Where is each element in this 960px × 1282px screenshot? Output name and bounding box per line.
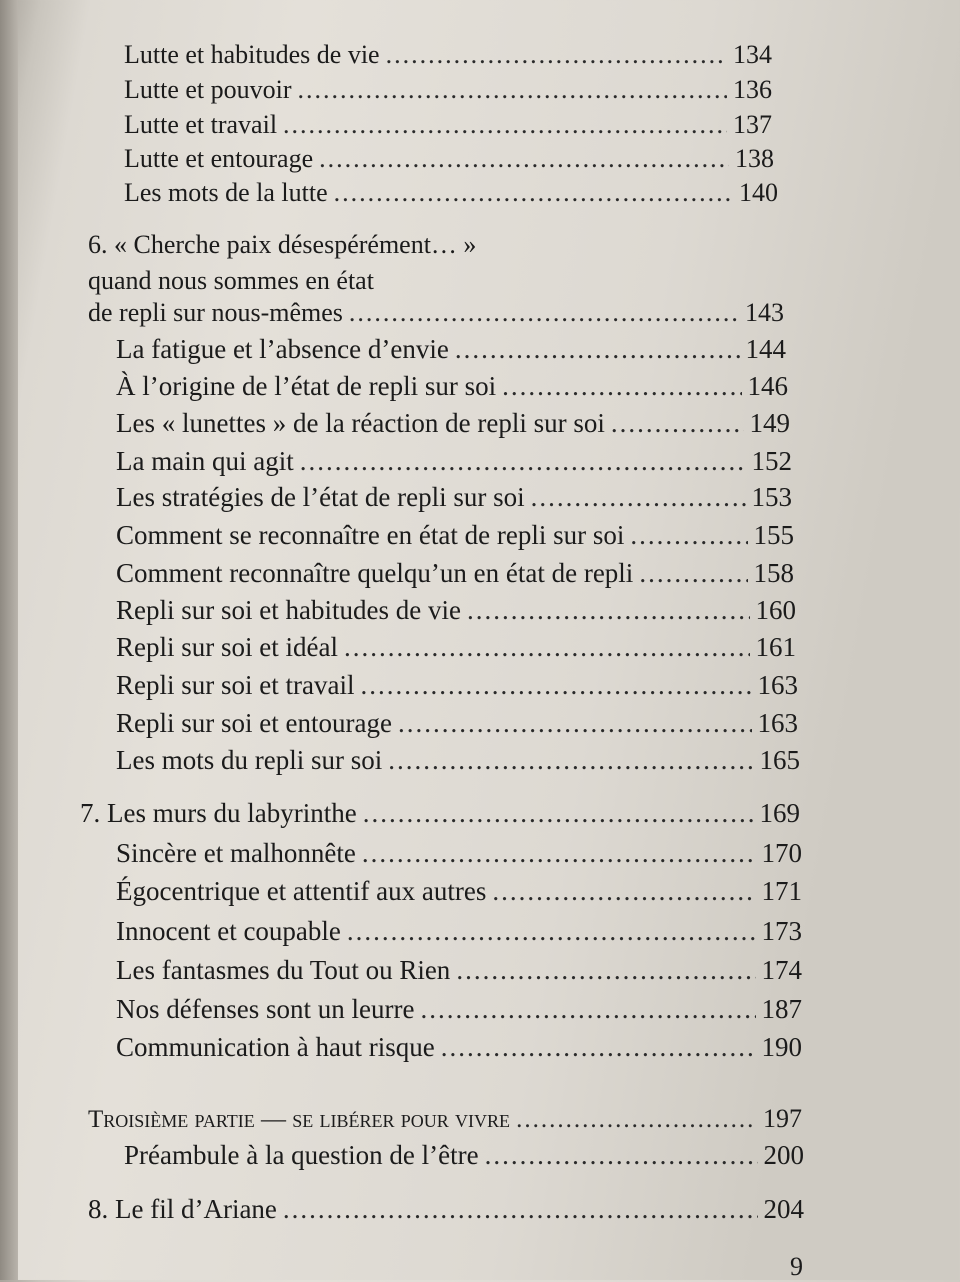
- toc-entry: [116, 876, 802, 907]
- toc-entry: [124, 1140, 804, 1171]
- toc-entry-label: Lutte et travail: [124, 110, 278, 139]
- toc-entry-label: Repli sur soi et idéal: [116, 632, 338, 662]
- toc-entry-page: 140: [739, 178, 778, 207]
- toc-entry: [124, 110, 772, 140]
- toc-entry-label: Nos défenses sont un leurre: [116, 994, 415, 1024]
- toc-entry-label: Comment se reconnaître en état de repli sur soi: [116, 520, 625, 550]
- toc-entry-label: Innocent et coupable: [116, 916, 341, 946]
- toc-entry: [116, 708, 798, 739]
- toc-entry-page: 190: [761, 1032, 802, 1062]
- toc-entry-page: 170: [761, 838, 802, 868]
- toc-entry-label: Égocentrique et attentif aux autres: [116, 876, 487, 906]
- toc-entry-label: 7. Les murs du labyrinthe: [80, 798, 357, 828]
- toc-entry-page: 169: [759, 798, 800, 828]
- toc-entry: [116, 1032, 802, 1063]
- toc-entry-page: 152: [751, 446, 792, 476]
- leader-dots: [485, 1140, 758, 1171]
- leader-dots: [298, 75, 727, 105]
- toc-entry: [116, 745, 800, 776]
- toc-entry-page: 160: [755, 595, 796, 625]
- toc-entry: [124, 144, 774, 174]
- toc-entry-label: Repli sur soi et travail: [116, 670, 355, 700]
- toc-entry-page: 174: [761, 955, 802, 985]
- leader-dots: [362, 838, 756, 869]
- leader-dots: [420, 994, 755, 1025]
- toc-entry-page: 149: [749, 408, 790, 438]
- toc-entry-page: 197: [763, 1104, 802, 1133]
- toc-entry-page: 155: [753, 520, 794, 550]
- leader-dots: [611, 408, 744, 439]
- toc-entry-page: 187: [761, 994, 802, 1024]
- toc-entry-label: Repli sur soi et habitudes de vie: [116, 595, 461, 625]
- toc-entry: [80, 798, 800, 829]
- toc-entry-label: Les fantasmes du Tout ou Rien: [116, 955, 451, 985]
- toc-entry-label: Les mots de la lutte: [124, 178, 328, 207]
- leader-dots: [300, 446, 746, 477]
- toc-entry-page: 158: [753, 558, 794, 588]
- leader-dots: [456, 955, 755, 986]
- toc-entry: [116, 482, 792, 513]
- toc-entry: [88, 298, 784, 328]
- toc-entry: [116, 371, 788, 402]
- leader-dots: [344, 632, 750, 663]
- toc-entry-page: 137: [733, 110, 772, 139]
- leader-dots: [283, 110, 727, 140]
- toc-entry-page: 138: [735, 144, 774, 173]
- leader-dots: [441, 1032, 756, 1063]
- toc-entry-page: 165: [759, 745, 800, 775]
- toc-entry: [116, 446, 792, 477]
- toc-entry-label: 8. Le fil d’Ariane: [88, 1194, 277, 1224]
- toc-entry-label: Les stratégies de l’état de repli sur soi: [116, 482, 525, 512]
- toc-entry: [116, 595, 796, 626]
- toc-entry-page: 171: [761, 876, 802, 906]
- toc-entry-label: Lutte et entourage: [124, 144, 314, 173]
- toc-entry: [116, 955, 802, 986]
- toc-entry-page: 134: [733, 40, 772, 69]
- toc-entry: [124, 75, 772, 105]
- toc-entry: [116, 408, 790, 439]
- leader-dots: [360, 670, 751, 701]
- toc-entry-label: Repli sur soi et entourage: [116, 708, 392, 738]
- toc-entry-label: Lutte et habitudes de vie: [124, 40, 380, 69]
- leader-dots: [386, 40, 727, 70]
- toc-entry: [116, 670, 798, 701]
- page-number: 9: [790, 1252, 803, 1281]
- leader-dots: [363, 798, 754, 829]
- toc-entry-label: La fatigue et l’absence d’envie: [116, 334, 449, 364]
- leader-dots: [347, 916, 756, 947]
- leader-dots: [334, 178, 733, 208]
- toc-entry: [124, 178, 778, 208]
- leader-dots: [388, 745, 753, 776]
- toc-entry-label: À l’origine de l’état de repli sur soi: [116, 371, 497, 401]
- leader-dots: [630, 520, 747, 551]
- toc-entry-label: Préambule à la question de l’être: [124, 1140, 479, 1170]
- chapter-heading-line: 6. « Cherche paix désespérément… »: [88, 230, 477, 259]
- toc-entry-label: La main qui agit: [116, 446, 294, 476]
- toc-entry: [88, 1194, 804, 1225]
- toc-entry-page: 146: [747, 371, 788, 401]
- toc-entry: [116, 994, 802, 1025]
- leader-dots: [349, 298, 739, 328]
- toc-entry-page: 200: [763, 1140, 804, 1170]
- toc-entry-page: 161: [755, 632, 796, 662]
- toc-entry-page: 144: [745, 334, 786, 364]
- toc-part-entry: [88, 1104, 802, 1134]
- toc-entry: [116, 632, 796, 663]
- toc-entry-label: Lutte et pouvoir: [124, 75, 292, 104]
- leader-dots: [319, 144, 729, 174]
- chapter-heading-line: quand nous sommes en état: [88, 266, 374, 295]
- leader-dots: [531, 482, 746, 513]
- toc-entry: [124, 40, 772, 70]
- toc-entry-page: 163: [757, 670, 798, 700]
- toc-entry-label: Sincère et malhonnête: [116, 838, 356, 868]
- toc-entry-label: de repli sur nous-mêmes: [88, 298, 343, 327]
- leader-dots: [467, 595, 750, 626]
- leader-dots: [455, 334, 740, 365]
- toc-entry-page: 204: [763, 1194, 804, 1224]
- leader-dots: [502, 371, 741, 402]
- leader-dots: [398, 708, 752, 739]
- toc-entry-label: Les mots du repli sur soi: [116, 745, 383, 775]
- toc-entry: [116, 558, 794, 589]
- toc-entry: [116, 520, 794, 551]
- leader-dots: [516, 1106, 757, 1134]
- toc-entry: [116, 916, 802, 947]
- toc-entry-page: 136: [733, 75, 772, 104]
- leader-dots: [492, 876, 755, 907]
- toc-entry-page: 163: [757, 708, 798, 738]
- toc-entry-page: 143: [745, 298, 784, 327]
- leader-dots: [639, 558, 747, 589]
- leader-dots: [283, 1194, 758, 1225]
- toc-entry: [116, 334, 786, 365]
- toc-entry-page: 153: [751, 482, 792, 512]
- toc-entry-page: 173: [761, 916, 802, 946]
- toc-entry-label: Les « lunettes » de la réaction de repli sur soi: [116, 408, 605, 438]
- toc-entry-label: Communication à haut risque: [116, 1032, 435, 1062]
- toc-entry-label: Comment reconnaître quelqu’un en état de repli: [116, 558, 634, 588]
- part-title: Troisième partie — se libérer pour vivre: [88, 1106, 511, 1133]
- toc-entry: [116, 838, 802, 869]
